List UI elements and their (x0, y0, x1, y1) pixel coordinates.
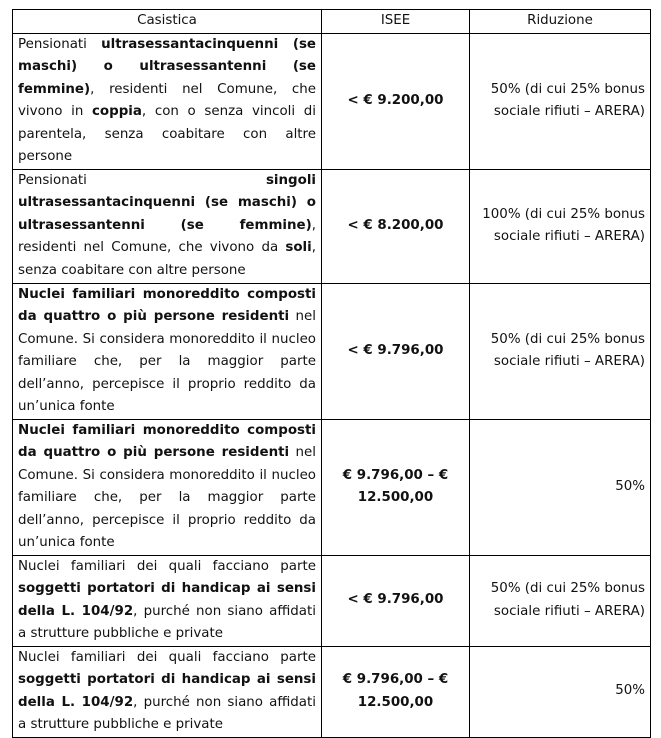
riduzione-cell: 50% (di cui 25% bonus sociale rifiuti – ARERA) (470, 555, 651, 646)
header-casistica: Casistica (13, 10, 322, 34)
table-row (13, 169, 651, 283)
casistica-cell (13, 646, 322, 737)
desc-text-bold: soggetti portatori di handicap ai sensi della L. 104/92 (18, 581, 316, 619)
table-row (13, 33, 651, 169)
table-row (13, 419, 651, 555)
isee-cell: < € 9.200,00 (322, 33, 470, 169)
table-row (13, 646, 651, 737)
desc-text-bold: ultrasessantacinquenni (se maschi) o ultrasessantenni (se femmine) (18, 36, 316, 97)
riduzione-cell: 50% (470, 419, 651, 555)
desc-text: , residenti nel Comune, che vivono da (18, 217, 316, 256)
isee-cell: € 9.796,00 – € 12.500,00 (322, 419, 470, 555)
desc-text-bold: soggetti portatori di handicap ai sensi della L. 104/92 (18, 672, 316, 710)
desc-text-bold: Nuclei familiari monoreddito composti da quattro o più persone residenti (18, 422, 316, 460)
desc-text-bold: singoli ultrasessantacinquenni (se maschi) o ultrasessantenni (se femmine) (18, 172, 316, 233)
riduzione-cell: 100% (di cui 25% bonus sociale rifiuti – ARERA) (470, 169, 651, 283)
reduction-table (12, 9, 651, 738)
desc-text: , con o senza vincoli di parentela, senza coabitare con altre persone (18, 104, 316, 164)
desc-text-bold: soli (285, 240, 312, 256)
desc-text: , purché non siano affidati a strutture pubbliche e private (18, 603, 316, 641)
riduzione-cell: 50% (470, 646, 651, 737)
casistica-cell (13, 555, 322, 646)
desc-text-bold: coppia (91, 104, 142, 119)
isee-cell: € 9.796,00 – € 12.500,00 (322, 646, 470, 737)
table-row (13, 283, 651, 419)
casistica-cell (13, 169, 322, 283)
desc-text: Nuclei familiari dei quali facciano parte (18, 558, 316, 574)
riduzione-cell: 50% (di cui 25% bonus sociale rifiuti – ARERA) (470, 33, 651, 169)
desc-text-bold: Nuclei familiari monoreddito composti da quattro o più persone residenti (18, 286, 316, 324)
desc-text: Pensionati (18, 172, 266, 188)
isee-cell: < € 8.200,00 (322, 169, 470, 283)
riduzione-cell: 50% (di cui 25% bonus sociale rifiuti – ARERA) (470, 283, 651, 419)
table-row (13, 555, 651, 646)
desc-text: , senza coabitare con altre persone (18, 240, 316, 278)
desc-text: , purché non siano affidati a strutture pubbliche e private (18, 694, 316, 732)
isee-cell: < € 9.796,00 (322, 555, 470, 646)
desc-text: , residenti nel Comune, che vivono in (18, 81, 316, 119)
desc-text: Nuclei familiari dei quali facciano parte (18, 649, 316, 665)
desc-text: Pensionati (18, 36, 102, 52)
casistica-cell (13, 419, 322, 555)
casistica-cell (13, 283, 322, 419)
desc-text: nel Comune. Si considera monoreddito il nucleo familiare che, per la maggior parte dell’anno, percepisce il proprio reddito da un’unica fonte (18, 445, 316, 550)
header-riduzione: Riduzione (470, 10, 651, 34)
isee-cell: < € 9.796,00 (322, 283, 470, 419)
header-isee: ISEE (322, 10, 470, 34)
desc-text: nel Comune. Si considera monoreddito il nucleo familiare che, per la maggior parte dell’anno, percepisce il proprio reddito da un’unica fonte (18, 309, 316, 414)
casistica-cell (13, 33, 322, 169)
header-row (13, 10, 651, 34)
